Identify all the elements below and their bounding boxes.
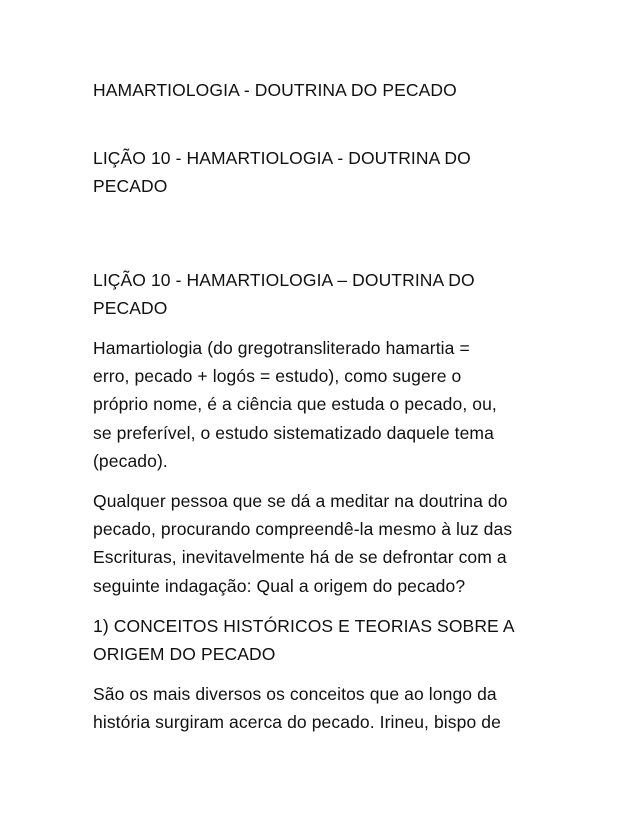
- section-heading-line: ORIGEM DO PECADO: [93, 644, 276, 664]
- paragraph-line: Qualquer pessoa que se dá a meditar na doutrina do: [93, 491, 508, 511]
- paragraph-line: (pecado).: [93, 451, 168, 471]
- paragraph-line: seguinte indagação: Qual a origem do pecado?: [93, 576, 466, 596]
- paragraph-line: se preferível, o estudo sistematizado daquele tema: [93, 423, 494, 443]
- lesson-heading-line: LIÇÃO 10 - HAMARTIOLOGIA - DOUTRINA DO: [93, 148, 471, 168]
- paragraph-line: São os mais diversos os conceitos que ao longo da: [93, 684, 497, 704]
- lesson-subheading-line: LIÇÃO 10 - HAMARTIOLOGIA – DOUTRINA DO: [93, 270, 475, 290]
- lesson-heading-line: PECADO: [93, 176, 168, 196]
- paragraph-line: pecado, procurando compreendê-la mesmo à luz das: [93, 519, 513, 539]
- lesson-subheading-line: PECADO: [93, 298, 168, 318]
- paragraph-line: história surgiram acerca do pecado. Irineu, bispo de: [93, 712, 501, 732]
- paragraph-line: Hamartiologia (do gregotransliterado hamartia =: [93, 338, 470, 358]
- paragraph-line: Escrituras, inevitavelmente há de se defrontar com a: [93, 547, 507, 567]
- document-title: HAMARTIOLOGIA - DOUTRINA DO PECADO: [93, 80, 457, 100]
- paragraph-line: erro, pecado + logós = estudo), como sugere o: [93, 366, 462, 386]
- paragraph-line: próprio nome, é a ciência que estuda o pecado, ou,: [93, 394, 497, 414]
- section-heading-line: 1) CONCEITOS HISTÓRICOS E TEORIAS SOBRE A: [93, 616, 515, 636]
